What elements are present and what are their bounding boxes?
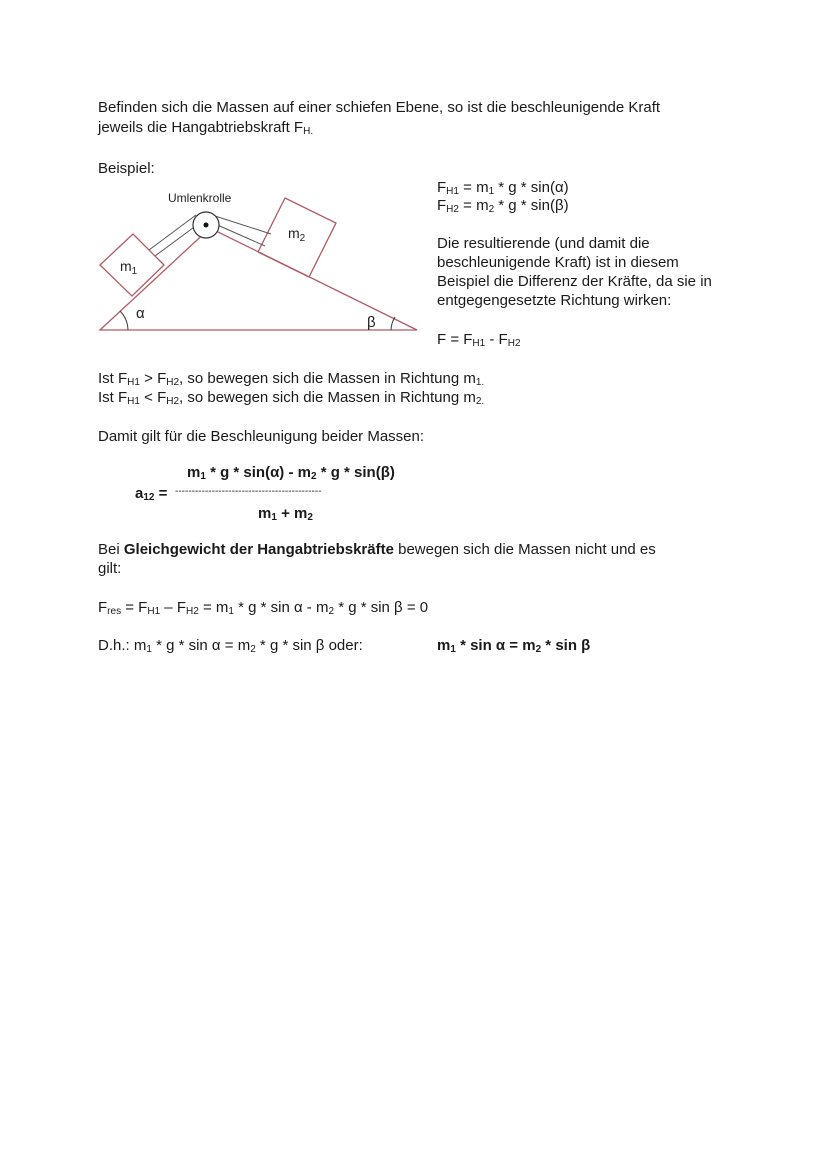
accel-denominator: $m_1 + m_2$ (258, 505, 313, 523)
intro-line-1: Befinden sich die Massen auf einer schiefen Ebene, so ist die beschleunigende Kraft (98, 99, 661, 116)
intro-line-2: jeweils die Hangabtriebskraft $F_{H.}$ (98, 119, 314, 137)
explanation-line-2: beschleunigende Kraft) ist in diesem (437, 254, 679, 271)
mass-1-label: $m_1$ (120, 258, 138, 277)
rope-2a (215, 216, 271, 234)
pulley-label: Umlenkrolle (168, 191, 232, 205)
equilibrium-line-1: Bei Gleichgewicht der Hangabtriebskräfte bewegen sich die Massen nicht und es (98, 541, 656, 558)
fres-formula: $F_{res} = F_{H1} - F_{H2} = m_1 * g * \sin \alpha - m_2 * g * \sin \beta = 0$ (98, 599, 429, 617)
inclined-plane-diagram (95, 180, 425, 335)
explanation-line-4: entgegengesetzte Richtung wirken: (437, 292, 672, 309)
acceleration-intro: Damit gilt für die Beschleunigung beider Massen: (98, 428, 425, 445)
dh-formula: D.h.: $m_1 * g * \sin \alpha = m_2 * g * \sin \beta$ oder: (98, 637, 363, 655)
rope-1a (149, 215, 196, 250)
pulley-axle (204, 223, 209, 228)
example-label: Beispiel: (98, 160, 155, 177)
formula-fh2: $F_{H2} = m_2 * g * \sin(\beta)$ (437, 197, 569, 215)
condition-line-1: Ist $F_{H1} > F_{H2}$, so bewegen sich die Massen in Richtung $m_{1.}$ (98, 370, 485, 388)
formula-fh1: $F_{H1} = m_1 * g * \sin(\alpha)$ (437, 179, 569, 197)
explanation-line-1: Die resultierende (und damit die (437, 235, 650, 252)
angle-alpha-arc (120, 311, 128, 330)
condition-line-2: Ist $F_{H1} < F_{H2}$, so bewegen sich die Massen in Richtung $m_{2.}$ (98, 389, 485, 407)
angle-beta-label: β (367, 314, 376, 331)
dh-simplified-formula: $m_1 * \sin \alpha = m_2 * \sin \beta$ (437, 637, 591, 655)
accel-numerator: $m_1$ * g * $\sin(\alpha) - m_2$ * g * sin(β) (187, 464, 395, 482)
equilibrium-line-2: gilt: (98, 560, 122, 577)
mass-2-label: $m_2$ (288, 225, 306, 244)
accel-lhs: $a_{12}$ = (135, 485, 168, 503)
resultant-formula: $F = F_{H1} - F_{H2}$ (437, 331, 521, 349)
angle-alpha-label: α (136, 305, 145, 322)
mass-1-block (100, 234, 164, 296)
explanation-line-3: Beispiel die Differenz der Kräfte, da sie in (437, 273, 712, 290)
angle-beta-arc (391, 317, 395, 330)
accel-fraction-bar: -------------------------------------------- (175, 486, 322, 497)
